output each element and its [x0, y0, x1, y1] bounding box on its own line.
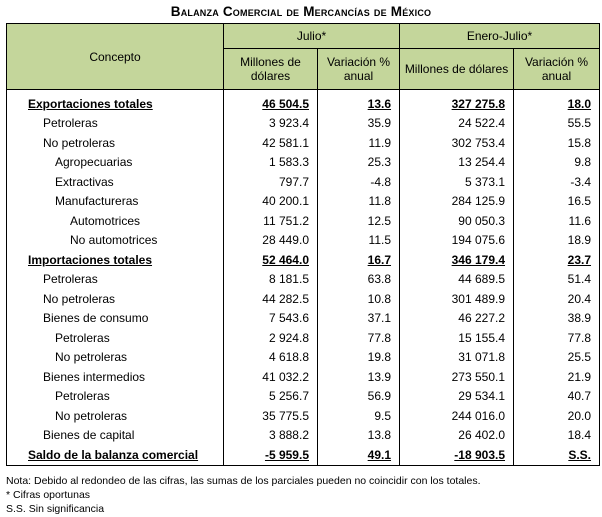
- julio-millones-cell: 52 464.0: [224, 250, 318, 270]
- row-label: Bienes intermedios: [7, 367, 224, 387]
- enero-julio-millones-cell: 5 373.1: [400, 172, 514, 192]
- enero-julio-millones-cell: 15 155.4: [400, 328, 514, 348]
- julio-variacion-cell: 11.9: [318, 133, 400, 153]
- table-row: [7, 328, 600, 348]
- enero-julio-millones-cell: 13 254.4: [400, 153, 514, 173]
- julio-millones-cell: -5 959.5: [224, 445, 318, 465]
- table-row: [7, 153, 600, 173]
- row-label: Exportaciones totales: [7, 90, 224, 114]
- footnote-rounding: Nota: Debido al redondeo de las cifras, las sumas de los parciales pueden no coincidir con los totales.: [6, 475, 481, 487]
- julio-millones-cell: 42 581.1: [224, 133, 318, 153]
- julio-variacion-cell: 49.1: [318, 445, 400, 465]
- table-row: [7, 406, 600, 426]
- row-label: No petroleras: [7, 348, 224, 368]
- row-label: Automotrices: [7, 211, 224, 231]
- enero-julio-variacion-cell: 25.5: [514, 348, 600, 368]
- enero-julio-variacion-cell: S.S.: [514, 445, 600, 465]
- julio-variacion-header: Variación % anual: [318, 49, 400, 90]
- table-row: [7, 90, 600, 114]
- row-label: No petroleras: [7, 406, 224, 426]
- table-row: [7, 270, 600, 290]
- table-row: [7, 367, 600, 387]
- julio-millones-cell: 40 200.1: [224, 192, 318, 212]
- julio-millones-cell: 3 923.4: [224, 114, 318, 134]
- julio-millones-cell: 11 751.2: [224, 211, 318, 231]
- julio-millones-header: Millones de dólares: [224, 49, 318, 90]
- row-label: Importaciones totales: [7, 250, 224, 270]
- enero-julio-variacion-cell: 16.5: [514, 192, 600, 212]
- table-row: [7, 250, 600, 270]
- julio-variacion-cell: 25.3: [318, 153, 400, 173]
- table-row: [7, 309, 600, 329]
- julio-variacion-cell: 13.8: [318, 426, 400, 446]
- enero-julio-millones-header: Millones de dólares: [400, 49, 514, 90]
- enero-julio-variacion-header: Variación % anual: [514, 49, 600, 90]
- julio-millones-cell: 2 924.8: [224, 328, 318, 348]
- period-header-enero-julio: Enero-Julio*: [400, 24, 600, 49]
- table-row: [7, 445, 600, 465]
- row-label: No automotrices: [7, 231, 224, 251]
- julio-millones-cell: 3 888.2: [224, 426, 318, 446]
- julio-millones-cell: 5 256.7: [224, 387, 318, 407]
- julio-millones-cell: 4 618.8: [224, 348, 318, 368]
- enero-julio-millones-cell: 302 753.4: [400, 133, 514, 153]
- enero-julio-millones-cell: 31 071.8: [400, 348, 514, 368]
- julio-variacion-cell: 13.9: [318, 367, 400, 387]
- enero-julio-millones-cell: 284 125.9: [400, 192, 514, 212]
- enero-julio-variacion-cell: 23.7: [514, 250, 600, 270]
- julio-variacion-cell: 77.8: [318, 328, 400, 348]
- enero-julio-millones-cell: 194 075.6: [400, 231, 514, 251]
- footnote-preliminary: * Cifras oportunas: [6, 489, 91, 501]
- footnotes: [6, 474, 481, 516]
- enero-julio-variacion-cell: 18.4: [514, 426, 600, 446]
- enero-julio-variacion-cell: 20.4: [514, 289, 600, 309]
- enero-julio-millones-cell: 44 689.5: [400, 270, 514, 290]
- table-title: Balanza Comercial de Mercancías de México: [170, 4, 432, 19]
- enero-julio-millones-cell: 327 275.8: [400, 90, 514, 114]
- julio-millones-cell: 7 543.6: [224, 309, 318, 329]
- row-label: Petroleras: [7, 328, 224, 348]
- concept-header: Concepto: [7, 24, 224, 90]
- enero-julio-millones-cell: 46 227.2: [400, 309, 514, 329]
- enero-julio-variacion-cell: 77.8: [514, 328, 600, 348]
- julio-variacion-cell: 19.8: [318, 348, 400, 368]
- row-label: Petroleras: [7, 387, 224, 407]
- row-label: Manufactureras: [7, 192, 224, 212]
- julio-variacion-cell: 9.5: [318, 406, 400, 426]
- row-label: Petroleras: [7, 270, 224, 290]
- row-label: Extractivas: [7, 172, 224, 192]
- enero-julio-millones-cell: 29 534.1: [400, 387, 514, 407]
- table-row: [7, 133, 600, 153]
- table-row: [7, 348, 600, 368]
- julio-millones-cell: 8 181.5: [224, 270, 318, 290]
- enero-julio-millones-cell: 273 550.1: [400, 367, 514, 387]
- row-label: Bienes de capital: [7, 426, 224, 446]
- enero-julio-millones-cell: 24 522.4: [400, 114, 514, 134]
- enero-julio-variacion-cell: 40.7: [514, 387, 600, 407]
- enero-julio-millones-cell: 301 489.9: [400, 289, 514, 309]
- enero-julio-millones-cell: 90 050.3: [400, 211, 514, 231]
- enero-julio-millones-cell: 26 402.0: [400, 426, 514, 446]
- julio-millones-cell: 44 282.5: [224, 289, 318, 309]
- table-row: [7, 172, 600, 192]
- enero-julio-variacion-cell: 21.9: [514, 367, 600, 387]
- enero-julio-variacion-cell: 9.8: [514, 153, 600, 173]
- julio-variacion-cell: 11.5: [318, 231, 400, 251]
- row-label: Agropecuarias: [7, 153, 224, 173]
- julio-variacion-cell: 37.1: [318, 309, 400, 329]
- table-row: [7, 231, 600, 251]
- enero-julio-variacion-cell: 18.9: [514, 231, 600, 251]
- table-row: [7, 192, 600, 212]
- enero-julio-millones-cell: 244 016.0: [400, 406, 514, 426]
- table-row: [7, 114, 600, 134]
- julio-millones-cell: 41 032.2: [224, 367, 318, 387]
- enero-julio-variacion-cell: -3.4: [514, 172, 600, 192]
- row-label: Petroleras: [7, 114, 224, 134]
- julio-variacion-cell: 10.8: [318, 289, 400, 309]
- enero-julio-variacion-cell: 20.0: [514, 406, 600, 426]
- julio-millones-cell: 28 449.0: [224, 231, 318, 251]
- enero-julio-variacion-cell: 11.6: [514, 211, 600, 231]
- julio-millones-cell: 46 504.5: [224, 90, 318, 114]
- footnote-significance: S.S. Sin significancia: [6, 503, 105, 515]
- row-label: Bienes de consumo: [7, 309, 224, 329]
- enero-julio-variacion-cell: 51.4: [514, 270, 600, 290]
- julio-millones-cell: 797.7: [224, 172, 318, 192]
- trade-balance-table: [6, 23, 600, 466]
- julio-variacion-cell: 16.7: [318, 250, 400, 270]
- julio-millones-cell: 1 583.3: [224, 153, 318, 173]
- table-row: [7, 426, 600, 446]
- enero-julio-variacion-cell: 55.5: [514, 114, 600, 134]
- table-row: [7, 289, 600, 309]
- enero-julio-millones-cell: -18 903.5: [400, 445, 514, 465]
- julio-millones-cell: 35 775.5: [224, 406, 318, 426]
- julio-variacion-cell: 11.8: [318, 192, 400, 212]
- row-label: No petroleras: [7, 289, 224, 309]
- enero-julio-millones-cell: 346 179.4: [400, 250, 514, 270]
- julio-variacion-cell: 63.8: [318, 270, 400, 290]
- table-row: [7, 211, 600, 231]
- enero-julio-variacion-cell: 18.0: [514, 90, 600, 114]
- row-label: No petroleras: [7, 133, 224, 153]
- period-header-julio: Julio*: [224, 24, 400, 49]
- julio-variacion-cell: 12.5: [318, 211, 400, 231]
- julio-variacion-cell: 35.9: [318, 114, 400, 134]
- julio-variacion-cell: -4.8: [318, 172, 400, 192]
- enero-julio-variacion-cell: 15.8: [514, 133, 600, 153]
- enero-julio-variacion-cell: 38.9: [514, 309, 600, 329]
- row-label: Saldo de la balanza comercial: [7, 445, 224, 465]
- table-row: [7, 387, 600, 407]
- julio-variacion-cell: 13.6: [318, 90, 400, 114]
- julio-variacion-cell: 56.9: [318, 387, 400, 407]
